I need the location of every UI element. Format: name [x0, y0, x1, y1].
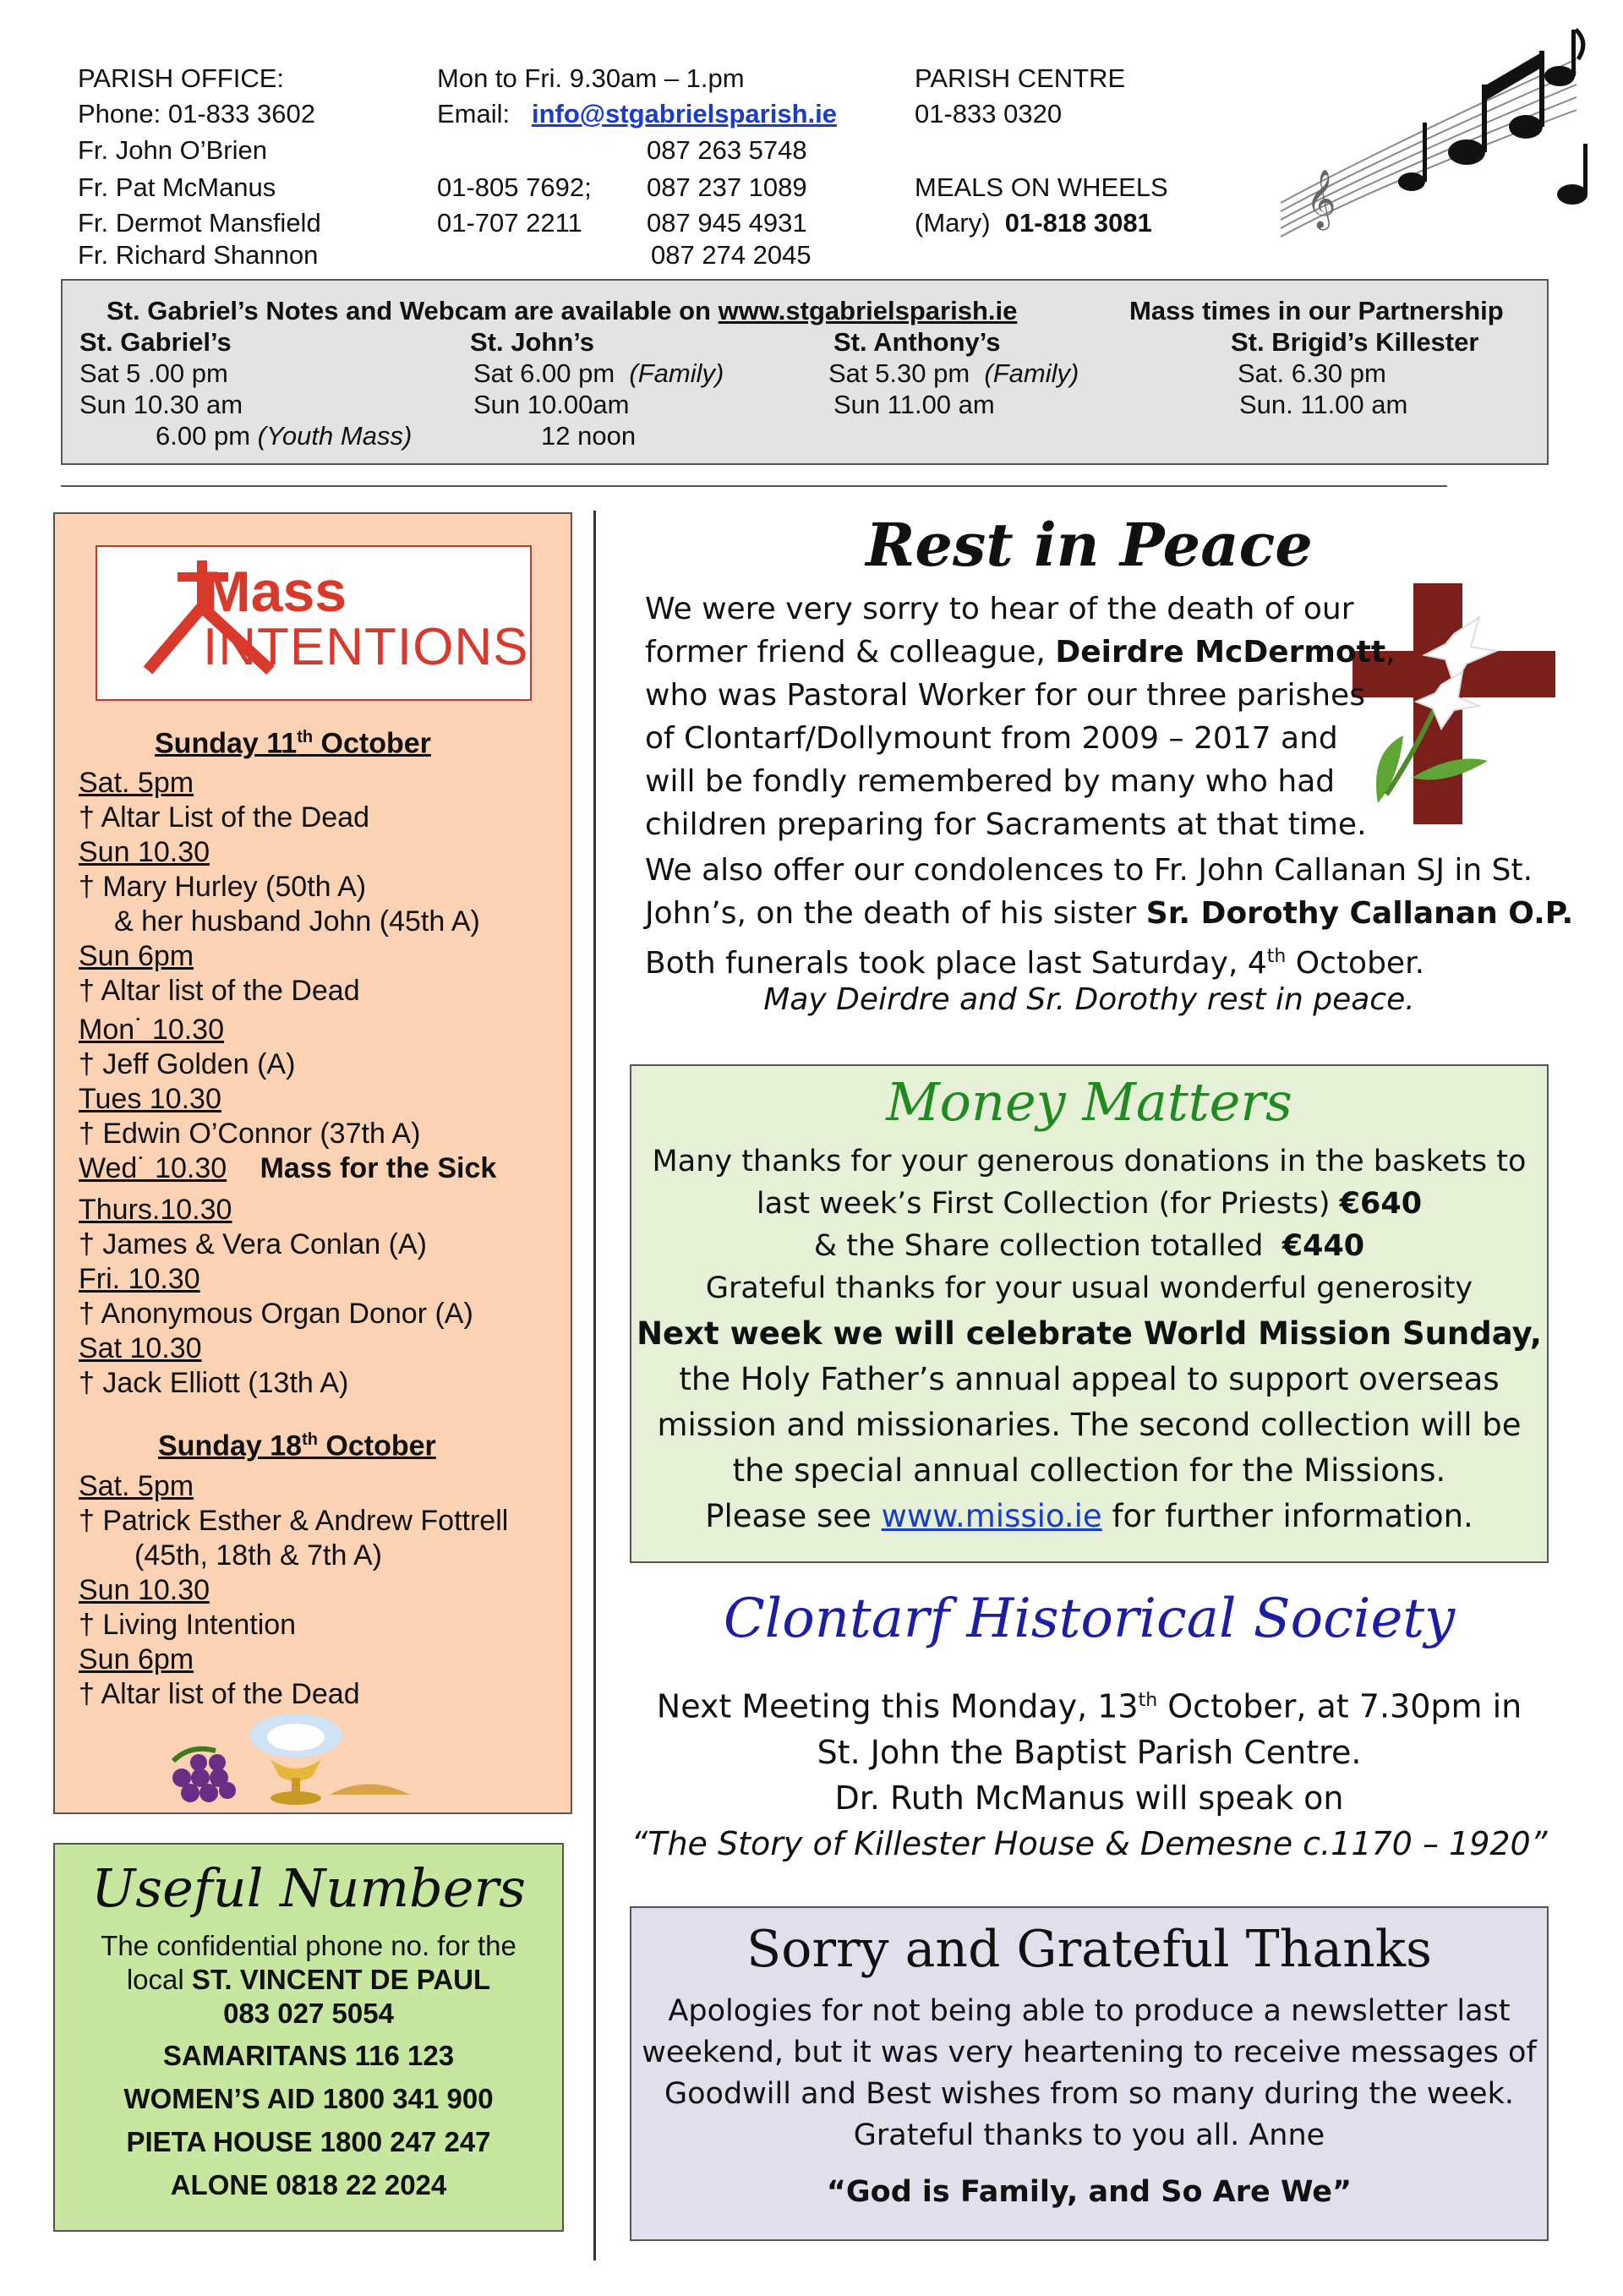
money-line [631, 1183, 1547, 1225]
historical-society-title: Clontarf Historical Society [723, 1588, 1456, 1650]
money-line: Grateful thanks for your usual wonderful generosity [705, 1271, 1473, 1305]
chalice-grapes-icon [148, 1710, 427, 1807]
sunday-month: October [317, 1430, 436, 1462]
priest-mobile: 087 945 4931 [647, 208, 807, 238]
money-text: for further information. [1112, 1498, 1473, 1534]
sunday-sup: th [297, 728, 314, 746]
priest-landline: 01-707 2211 [437, 208, 582, 238]
money-line: the special annual collection for the Missions. [732, 1452, 1446, 1489]
priest-mobile: 087 263 5748 [647, 135, 807, 165]
rip-text: Both funerals took place last Saturday, 4 [645, 946, 1267, 981]
intention-day: Sun 10.30 [79, 836, 210, 868]
logo-intentions-text: INTENTIONS [203, 618, 529, 676]
partnership-title: Mass times in our Partnership [1129, 296, 1504, 325]
meals-contact-name: (Mary) [915, 208, 991, 238]
money-text: last week’s First Collection (for Priests) [756, 1187, 1331, 1221]
intention-text: † Anonymous Organ Donor (A) [79, 1298, 473, 1330]
parish-office-phone: Phone: 01-833 3602 [78, 99, 315, 128]
mass-time [473, 358, 724, 389]
money-line: Next week we will celebrate World Mission Sunday, [637, 1315, 1542, 1352]
mass-time-note: (Family) [984, 358, 1079, 388]
intention-text: † Living Intention [79, 1609, 297, 1641]
church-name: St. Anthony’s [833, 327, 1001, 357]
sorry-thanks-box [630, 1906, 1549, 2241]
mass-time-note: (Youth Mass) [257, 421, 413, 451]
intention-day: Fri. 10.30 [79, 1263, 200, 1295]
historical-text: October, at 7.30pm in [1157, 1687, 1522, 1725]
pieta-house-phone: PIETA HOUSE 1800 247 247 [126, 2126, 491, 2157]
rip-line: who was Pastoral Worker for our three parishes [645, 678, 1365, 713]
mass-time [828, 358, 1079, 389]
parish-centre-phone: 01-833 0320 [915, 99, 1063, 128]
mass-times-box [61, 279, 1549, 465]
rip-line: former friend & colleague, Deirdre McDermott, [645, 635, 1396, 670]
historical-line [630, 1678, 1549, 1730]
historical-paragraph [630, 1678, 1549, 1867]
website-link[interactable]: www.stgabrielsparish.ie [718, 296, 1018, 325]
church-name: St. Gabriel’s [79, 327, 232, 357]
parish-office-label: PARISH OFFICE: [78, 63, 285, 93]
historical-line: “The Story of Killester House & Demesne c.1170 – 1920” [631, 1824, 1548, 1862]
mass-time: Sat. 6.30 pm [1238, 358, 1386, 388]
intention-text: † Jeff Golden (A) [79, 1048, 296, 1080]
logo-mass-text: Mass [203, 560, 347, 624]
notes-webcam-line [107, 295, 1017, 326]
sorry-line: weekend, but it was very heartening to receive messages of [642, 2036, 1537, 2069]
rest-in-peace-title: Rest in Peace [866, 510, 1313, 580]
sunday-heading [155, 720, 431, 761]
church-name: St. Brigid’s Killester [1231, 327, 1479, 357]
priest-mobile: 087 237 1089 [647, 172, 807, 202]
historical-sup: th [1138, 1690, 1158, 1711]
money-line: Many thanks for your generous donations in the baskets to [652, 1145, 1527, 1178]
svp-name: ST. VINCENT DE PAUL [191, 1964, 491, 1995]
money-line [631, 1494, 1547, 1539]
samaritans-phone: SAMARITANS 116 123 [162, 2040, 455, 2071]
intention-day: Sun 6pm [79, 940, 194, 972]
email-link[interactable]: info@stgabrielsparish.ie [531, 99, 837, 128]
intention-text: Mass for the Sick [260, 1152, 497, 1184]
mass-time: 12 noon [541, 421, 637, 451]
rip-paragraph-1 [645, 588, 1396, 846]
rip-closing: May Deirdre and Sr. Dorothy rest in peace. [763, 982, 1415, 1017]
money-matters-box [630, 1064, 1549, 1563]
intention-text: † Altar list of the Dead [79, 1678, 360, 1710]
meals-on-wheels-label: MEALS ON WHEELS [915, 172, 1168, 202]
intention-text: † Edwin O’Connor (37th A) [79, 1118, 421, 1150]
money-matters-title: Money Matters [886, 1071, 1292, 1133]
useful-numbers-title: Useful Numbers [91, 1857, 526, 1919]
intention-text: † Patrick Esther & Andrew Fottrell [79, 1505, 509, 1537]
money-line: the Holy Father’s annual appeal to support overseas [679, 1361, 1500, 1397]
mass-time: Sun 10.00am [473, 390, 630, 419]
svp-intro: The confidential phone no. for the [101, 1930, 516, 1961]
meals-phone: 01-818 3081 [1004, 208, 1152, 238]
email-line [437, 96, 837, 133]
rip-line [645, 892, 1573, 935]
money-paragraph-2 [631, 1311, 1547, 1539]
mass-time: Sun 11.00 am [833, 390, 995, 419]
office-hours: Mon to Fri. 9.30am – 1.pm [437, 63, 745, 93]
sorry-line: Apologies for not being able to produce a newsletter last [668, 1994, 1511, 2028]
mass-time: Sat 5 .00 pm [79, 358, 228, 388]
priest-name: Fr. Pat McManus [78, 172, 276, 202]
priest-name: Fr. Dermot Mansfield [78, 208, 321, 238]
intention-text: & her husband John (45th A) [114, 905, 480, 938]
mass-time [156, 420, 412, 451]
svp-phone: 083 027 5054 [223, 1998, 394, 2029]
parish-centre-label: PARISH CENTRE [915, 63, 1126, 93]
intention-day: Tues 10.30 [79, 1083, 221, 1115]
sunday-month: October [313, 727, 431, 760]
intention-day: Mon˙ 10.30 [79, 1014, 224, 1046]
intention-text: † Altar List of the Dead [79, 801, 369, 834]
mass-intentions-box [53, 512, 572, 1814]
rip-text: John’s, on the death of his sister [645, 896, 1137, 931]
header-divider [61, 485, 1447, 487]
sunday-date: Sunday 11 [155, 727, 298, 760]
intention-text: † Jack Elliott (13th A) [79, 1367, 349, 1399]
rip-text: former friend & colleague, [645, 635, 1046, 670]
alone-phone: ALONE 0818 22 2024 [170, 2169, 447, 2200]
priest-name: Fr. Richard Shannon [78, 240, 319, 270]
rip-line: of Clontarf/Dollymount from 2009 – 2017 and [645, 721, 1338, 756]
rip-line: We were very sorry to hear of the death of our [645, 592, 1354, 626]
sunday-date: Sunday 18 [158, 1430, 303, 1462]
intention-text: (45th, 18th & 7th A) [134, 1539, 382, 1572]
sunday-heading [158, 1423, 436, 1463]
deceased-name: Deirdre McDermott [1055, 635, 1386, 670]
sunday-sup: th [302, 1430, 318, 1449]
money-paragraph-1 [631, 1140, 1547, 1309]
deceased-name: Sr. Dorothy Callanan O.P. [1145, 896, 1574, 931]
priest-name: Fr. John O’Brien [78, 135, 267, 165]
rip-text: October. [1286, 946, 1425, 981]
mass-time-value: Sat 5.30 pm [828, 358, 970, 388]
rip-line: We also offer our condolences to Fr. John Callanan SJ in St. [645, 853, 1533, 888]
music-notes-icon [1272, 25, 1589, 241]
intention-text: † Mary Hurley (50th A) [79, 871, 367, 903]
rip-line: children preparing for Sacraments at that time. [645, 807, 1367, 842]
church-name: St. John’s [470, 327, 594, 357]
historical-line: St. John the Baptist Parish Centre. [817, 1733, 1362, 1771]
intention-day: Sun 6pm [79, 1643, 194, 1676]
priest-mobile: 087 274 2045 [651, 240, 812, 270]
sorry-paragraph [631, 1991, 1547, 2157]
mass-time-value: 6.00 pm [156, 421, 251, 451]
intention-day: Sat. 5pm [79, 767, 194, 799]
email-label: Email: [437, 99, 511, 128]
mass-intentions-logo [96, 545, 532, 701]
intention-day: Wed˙ 10.30 [79, 1152, 227, 1184]
rip-sup: th [1266, 946, 1287, 967]
useful-numbers-box [53, 1843, 564, 2232]
money-text: & the Share collection totalled [813, 1229, 1264, 1263]
collection-amount: €440 [1281, 1229, 1365, 1263]
notes-text: St. Gabriel’s Notes and Webcam are available on [107, 296, 711, 325]
historical-line: Dr. Ruth McManus will speak on [834, 1779, 1344, 1817]
rip-paragraph-2 [645, 849, 1573, 985]
mass-time-value: Sat 6.00 pm [473, 358, 615, 388]
rip-line: will be fondly remembered by many who had [645, 764, 1336, 799]
sorry-quote: “God is Family, and So Are We” [826, 2175, 1352, 2209]
mass-time: Sun. 11.00 am [1239, 390, 1408, 419]
sorry-line: Grateful thanks to you all. Anne [853, 2118, 1325, 2152]
mass-time: Sun 10.30 am [79, 390, 243, 419]
svp-line [55, 1963, 562, 1997]
money-line [631, 1225, 1547, 1267]
intention-text: † Altar list of the Dead [79, 975, 360, 1007]
sorry-line: Goodwill and Best wishes from so many during the week. [664, 2077, 1514, 2111]
intention-row [79, 1151, 496, 1186]
svp-prefix: local [126, 1964, 184, 1995]
priest-landline: 01-805 7692; [437, 172, 592, 202]
intention-text: † James & Vera Conlan (A) [79, 1228, 427, 1260]
missio-link[interactable]: www.missio.ie [881, 1498, 1102, 1534]
intention-day: Sun 10.30 [79, 1574, 210, 1606]
mass-time-note: (Family) [629, 358, 724, 388]
historical-text: Next Meeting this Monday, 13 [656, 1687, 1139, 1725]
collection-amount: €640 [1339, 1187, 1423, 1221]
svg-text:𝄞: 𝄞 [1306, 169, 1336, 228]
sorry-title: Sorry and Grateful Thanks [746, 1920, 1432, 1979]
intention-day: Sat. 5pm [79, 1470, 194, 1502]
womens-aid-phone: WOMEN’S AID 1800 341 900 [123, 2083, 494, 2114]
column-divider [593, 511, 596, 2260]
meals-contact [915, 205, 1152, 242]
money-line: mission and missionaries. The second collection will be [657, 1407, 1522, 1443]
intention-day: Sat 10.30 [79, 1332, 202, 1364]
intention-day: Thurs.10.30 [79, 1194, 232, 1226]
money-text: Please see [705, 1498, 872, 1534]
